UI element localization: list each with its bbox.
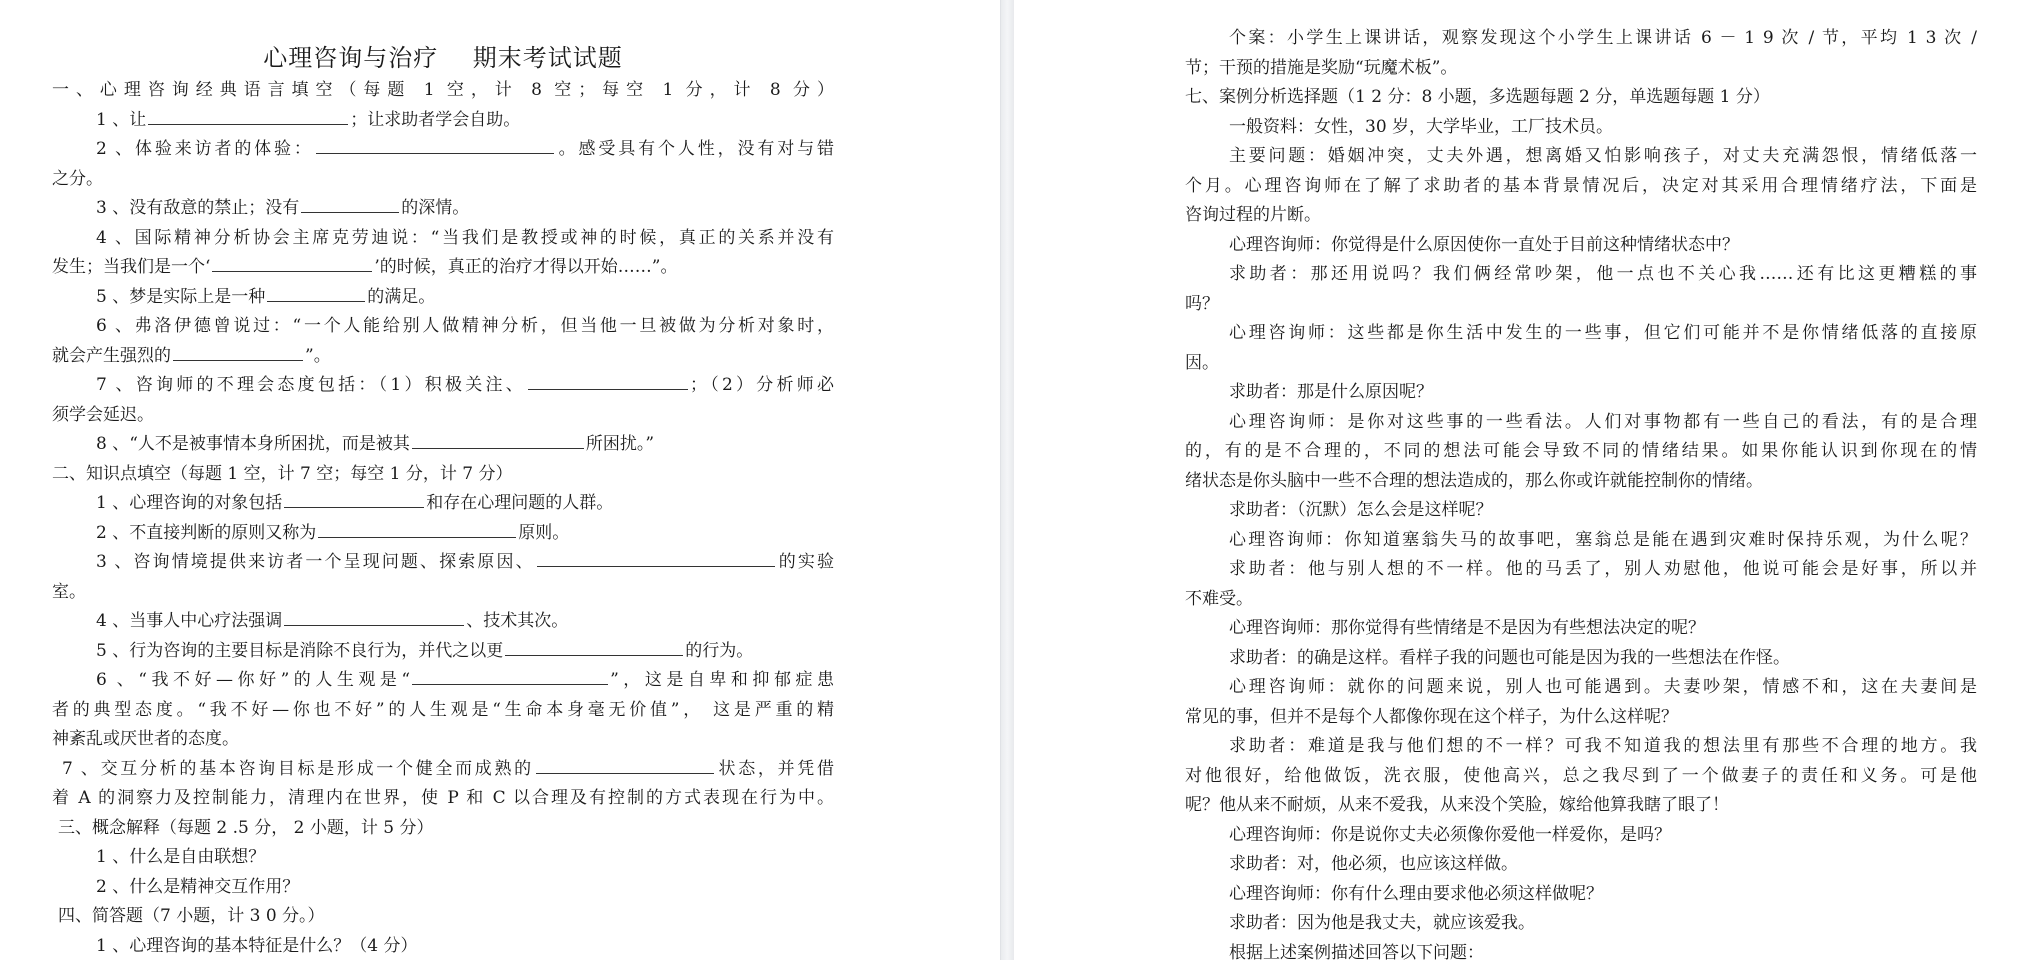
right-page: [1014, 0, 2028, 960]
dialogue-line: 心理咨询师：你有什么理由要求他必须这样做呢？: [1229, 883, 1603, 904]
dialogue-line: 心理咨询师：这些都是你生活中发生的一些事，但它们可能并不是你情绪低落的直接原: [1229, 323, 1977, 343]
dialogue-line: 求助者：那还用说吗？我们俩经常吵架，他一点也不关心我……还有比这更糟糕的事: [1229, 264, 1977, 284]
dialogue-line: 心理咨询师：那你觉得有些情绪是不是因为有些想法决定的呢？: [1229, 618, 1705, 638]
case-line: 个月。心理咨询师在了解了求助者的基本背景情况后，决定对其采用合理情绪疗法，下面是: [1185, 175, 1977, 196]
question-line: 2 、体验来访者的体验： 。感受具有个人性，没有对与错: [52, 135, 834, 165]
answer-blank: [505, 637, 683, 656]
section-heading-4: 四、简答题（7 小题，计 3 0 分。）: [58, 906, 325, 926]
question-line: 须学会延迟。: [52, 404, 154, 425]
case-line: 咨询过程的片断。: [1185, 205, 1321, 225]
question-line: 着 A 的洞察力及控制能力，清理内在世界，使 P 和 C 以合理及有控制的方式表现在行为中。: [52, 788, 834, 808]
question-line: 7 、交互分析的基本咨询目标是形成一个健全而成熟的 状态，并凭借: [52, 755, 834, 785]
exam-title: 心理咨询与治疗 期末考试试题: [263, 44, 623, 72]
section-heading-1: 一、心理咨询经典语言填空（每题 1 空，计 8 空；每空 1 分，计 8 分）: [52, 80, 834, 100]
dialogue-line: 绪状态是你头脑中一些不合理的想法造成的，那么你或许就能控制你的情绪。: [1185, 470, 1763, 491]
dialogue-line: 求助者：的确是这样。看样子我的问题也可能是因为我的一些想法在作怪。: [1229, 647, 1790, 668]
question-line: 1 、心理咨询的基本特征是什么？（4 分）: [96, 935, 418, 956]
question-line: 8 、“人不是被事情本身所困扰，而是被其 所困扰。”: [52, 430, 834, 460]
question-line: 1 、让 ；让求助者学会自助。: [52, 106, 834, 136]
right-page-column: [1185, 0, 1977, 960]
answer-blank: [316, 135, 554, 154]
question-line: 3 、没有敌意的禁止；没有 的深情。: [52, 194, 834, 224]
answer-blank: [284, 607, 464, 626]
answer-blank: [412, 430, 584, 449]
answer-blank: [318, 519, 516, 538]
left-page: [0, 0, 1000, 960]
section-heading-2: 二、知识点填空（每题 1 空，计 7 空；每空 1 分，计 7 分）: [52, 463, 513, 484]
left-page-column: [52, 0, 834, 960]
section-heading-7: 七、案例分析选择题（1 2 分：8 小题，多选题每题 2 分，单选题每题 1 分）: [1185, 87, 1770, 107]
question-line: 者的典型态度。“我不好—你也不好”的人生观是“生命本身毫无价值”， 这是严重的精: [52, 699, 834, 720]
answer-blank: [173, 342, 303, 361]
dialogue-line: 心理咨询师：你觉得是什么原因使你一直处于目前这种情绪状态中？: [1229, 234, 1739, 255]
question-line: 2 、不直接判断的原则又称为 原则。: [52, 519, 834, 549]
dialogue-line: 求助者：那是什么原因呢？: [1229, 382, 1433, 402]
question-line: 1 、心理咨询的对象包括 和存在心理问题的人群。: [52, 489, 834, 519]
case-line: 节；干预的措施是奖励“玩魔术板”。: [1185, 57, 1458, 78]
question-line: 2 、什么是精神交互作用？: [96, 876, 300, 897]
case-line: 一般资料：女性，30 岁，大学毕业，工厂技术员。: [1229, 116, 1614, 137]
dialogue-line: 常见的事，但并不是每个人都像你现在这个样子，为什么这样呢？: [1185, 706, 1678, 727]
dialogue-line: 求助者：他与别人想的不一样。他的马丢了，别人劝慰他，他说可能会是好事，所以并: [1229, 559, 1977, 579]
dialogue-line: 不难受。: [1185, 588, 1253, 609]
answer-blank: [212, 253, 372, 272]
question-line: 5 、行为咨询的主要目标是消除不良行为，并代之以更 的行为。: [52, 637, 834, 667]
question-line: 4 、国际精神分析协会主席克劳迪说：“当我们是教授或神的时候，真正的关系并没有: [96, 227, 834, 248]
dialogue-line: 心理咨询师：你是说你丈夫必须像你爱他一样爱你，是吗？: [1229, 824, 1671, 845]
question-line: 4 、当事人中心疗法强调 、技术其次。: [52, 607, 834, 637]
dialogue-line: 求助者：对，他必须，也应该这样做。: [1229, 854, 1518, 874]
dialogue-line: 求助者：（沉默）怎么会是这样呢？: [1229, 500, 1493, 520]
question-line: 就会产生强烈的 ”。: [52, 342, 834, 372]
question-line: 之分。: [52, 168, 103, 189]
answer-blank: [301, 194, 399, 213]
case-line: 个案：小学生上课讲话，观察发现这个小学生上课讲话 6 － 1 9 次 / 节，平均 1 3 次 /: [1229, 28, 1977, 48]
question-line: 6 、“我不好—你好”的人生观是“ ”，这是自卑和抑郁症患: [52, 666, 834, 696]
dialogue-line: 对他很好，给他做饭，洗衣服，使他高兴，总之我尽到了一个做妻子的责任和义务。可是他: [1185, 765, 1977, 786]
answer-blank: [284, 489, 424, 508]
dialogue-line: 呢？他从来不耐烦，从来不爱我，从来没个笑脸，嫁给他算我瞎了眼了！: [1185, 795, 1729, 815]
answer-blank: [148, 106, 348, 125]
answer-blank: [267, 283, 365, 302]
question-line: 3 、咨询情境提供来访者一个呈现问题、探索原因、 的实验: [52, 548, 834, 578]
question-prompt: 根据上述案例描述回答以下问题：: [1229, 942, 1484, 960]
dialogue-line: 的，有的是不合理的，不同的想法可能会导致不同的情绪结果。如果你能认识到你现在的情: [1185, 441, 1977, 461]
question-line: 7 、咨询师的不理会态度包括：（1）积极关注、 ；（2）分析师必: [52, 371, 834, 401]
dialogue-line: 心理咨询师：是你对这些事的一些看法。人们对事物都有一些自己的看法，有的是合理: [1229, 411, 1977, 432]
question-line: 6 、弗洛伊德曾说过：“一个人能给别人做精神分析，但当他一旦被做为分析对象时，: [96, 316, 834, 336]
answer-blank: [528, 371, 688, 390]
question-line: 室。: [52, 581, 86, 602]
question-line: 5 、梦是实际上是一种 的满足。: [52, 283, 834, 313]
dialogue-line: 心理咨询师：就你的问题来说，别人也可能遇到。夫妻吵架，情感不和，这在夫妻间是: [1229, 677, 1977, 697]
dialogue-line: 求助者：难道是我与他们想的不一样？可我不知道我的想法里有那些不合理的地方。我: [1229, 736, 1977, 756]
dialogue-line: 求助者：因为他是我丈夫，就应该爱我。: [1229, 913, 1535, 933]
question-line: 神紊乱或厌世者的态度。: [52, 729, 239, 749]
question-line: 1 、什么是自由联想？: [96, 847, 266, 867]
answer-blank: [412, 666, 608, 685]
dialogue-line: 因。: [1185, 352, 1219, 373]
answer-blank: [537, 548, 775, 567]
case-line: 主要问题：婚姻冲突，丈夫外遇，想离婚又怕影响孩子，对丈夫充满怨恨，情绪低落一: [1229, 146, 1977, 166]
dialogue-line: 心理咨询师：你知道塞翁失马的故事吧，塞翁总是能在遇到灾难时保持乐观，为什么呢？: [1229, 529, 1977, 550]
question-line: 发生；当我们是一个‘ ’的时候，真正的治疗才得以开始……”。: [52, 253, 834, 283]
dialogue-line: 吗？: [1185, 293, 1219, 314]
answer-blank: [536, 755, 714, 774]
section-heading-3: 三、概念解释（每题 2 .5 分， 2 小题，计 5 分）: [58, 817, 434, 838]
